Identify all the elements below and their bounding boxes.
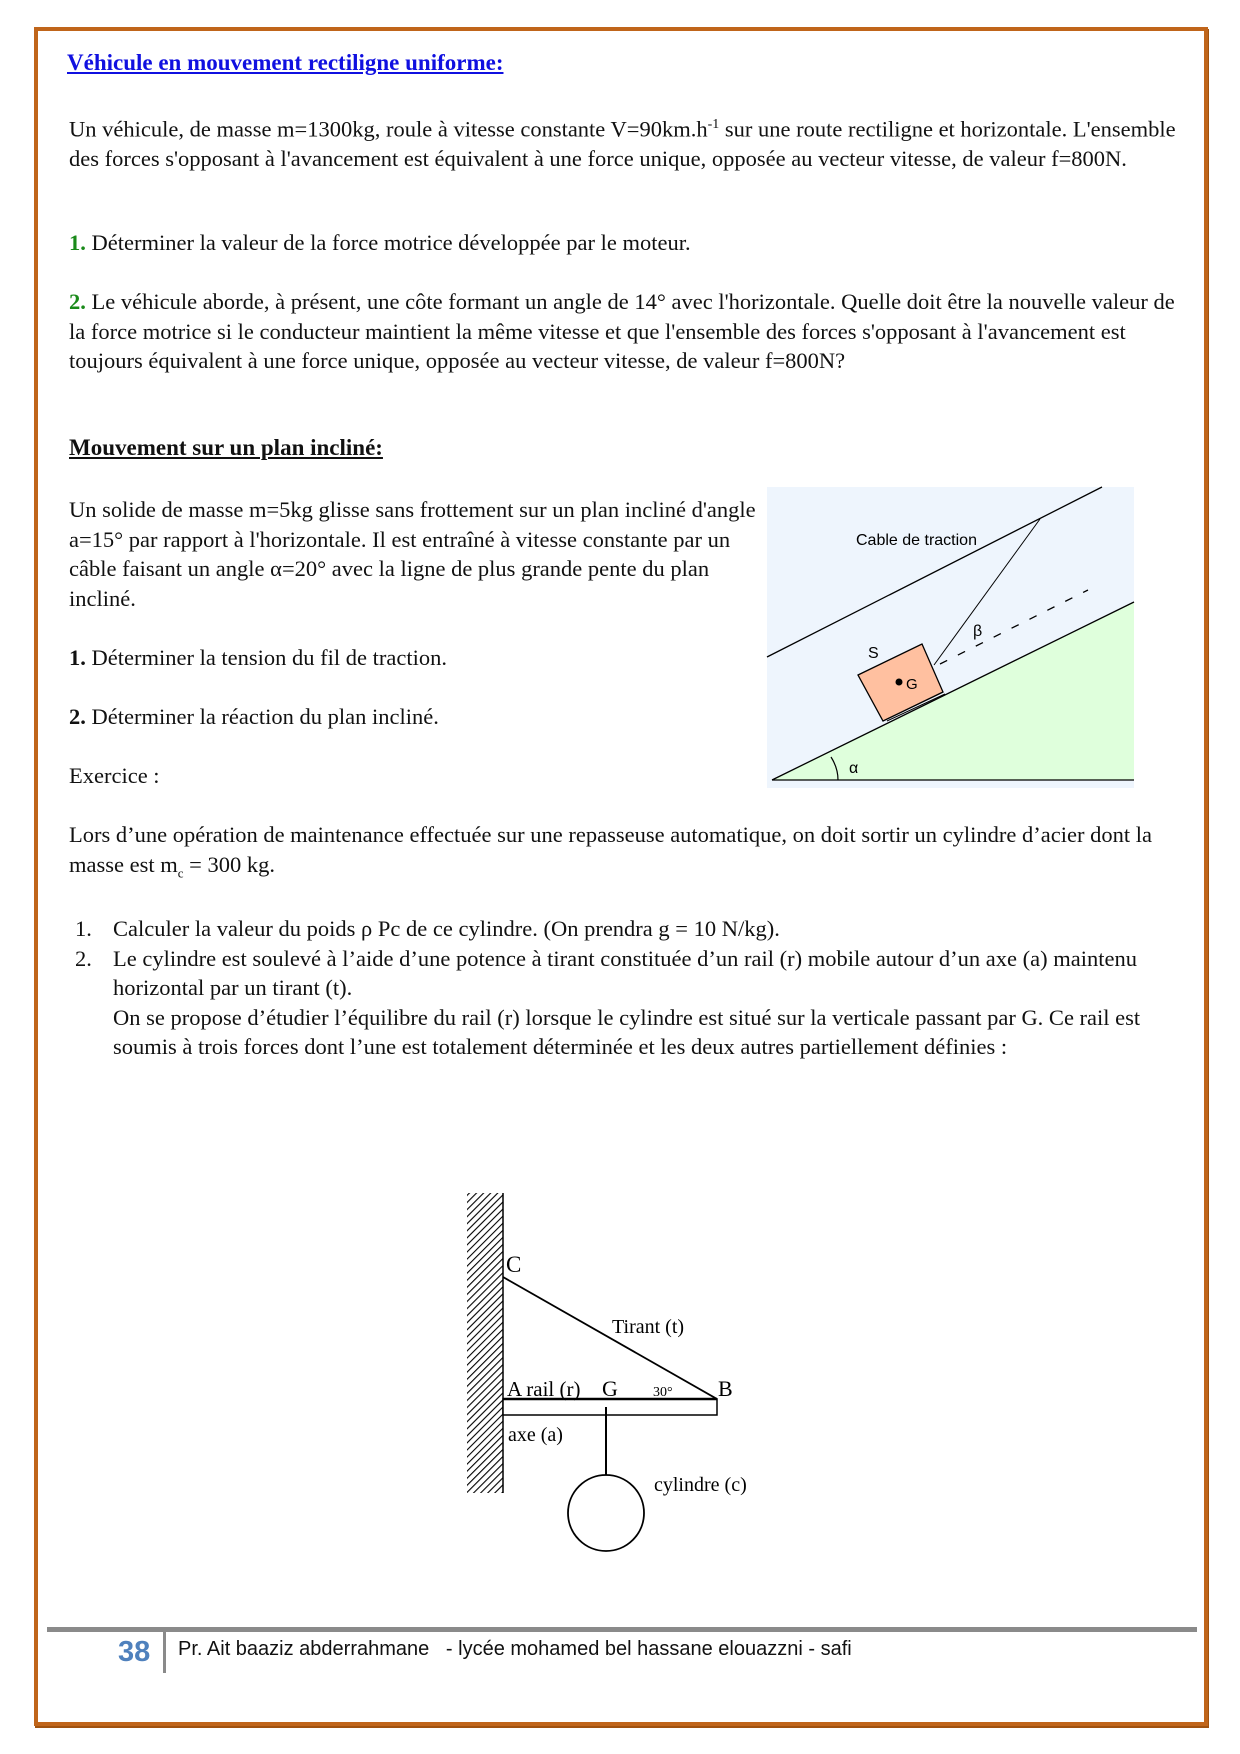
rail-label: A rail (r): [507, 1377, 581, 1401]
section-title-vehicle: Véhicule en mouvement rectiligne uniforme:: [67, 50, 504, 75]
intro-text: Un véhicule, de masse m=1300kg, roule à vitesse constante V=90km.h: [69, 116, 708, 142]
question-text: Déterminer la tension du fil de traction.: [85, 645, 448, 670]
solid-label: S: [868, 645, 879, 662]
exercice-label: Exercice :: [69, 763, 160, 788]
point-g-label: G: [602, 1376, 618, 1401]
item-text: Calculer la valeur du poids ρ Pc de ce cylindre. (On prendra g = 10 N/kg).: [113, 916, 780, 941]
footer-divider: [47, 1627, 1197, 1632]
angle-label: 30°: [653, 1385, 673, 1400]
question-number: 2.: [69, 704, 86, 729]
page-number: 38: [118, 1636, 151, 1668]
question-number: 2.: [69, 289, 86, 314]
center-label: G: [906, 676, 918, 693]
point-c-label: C: [506, 1252, 522, 1277]
rail: [503, 1399, 717, 1415]
cylinder-label: cylindre (c): [654, 1474, 747, 1496]
incline-intro: Un solide de masse m=5kg glisse sans frottement sur un plan incliné d'angle a=15° par rapport à l'horizontale. Il est entraîné à vitesse constante par un câble faisant un angle α=20° avec la ligne de plus grande pente du plan incliné.: [69, 497, 756, 611]
point-b-label: B: [718, 1376, 733, 1401]
exponent: -1: [707, 117, 720, 132]
cable-label: Cable de traction: [856, 532, 977, 549]
question-text: Déterminer la réaction du plan incliné.: [85, 704, 439, 729]
beta-label: β: [973, 623, 983, 640]
question-text: Déterminer la valeur de la force motrice développée par le moteur.: [85, 230, 691, 255]
question-text: Le véhicule aborde, à présent, une côte formant un angle de 14° avec l'horizontale. Quelle doit être la nouvelle valeur de la force motrice si le conducteur maintient la même vitesse et que l'ensemble des forces s'opposant à l'avancement est toujours équivalent à une force unique, opposée au vecteur vitesse, de valeur f=800N?: [69, 289, 1175, 374]
footer-author: Pr. Ait baaziz abderrahmane - lycée mohamed bel hassane elouazzni - safi: [178, 1638, 852, 1660]
subscript: c: [177, 865, 184, 881]
footer-separator: [163, 1630, 166, 1673]
axe-label: axe (a): [508, 1424, 563, 1446]
cylinder-circle: [568, 1475, 644, 1551]
item-text: Le cylindre est soulevé à l’aide d’une potence à tirant constituée d’un rail (r) mobile autour d’un axe (a) maintenu horizontal par un tirant (t).: [113, 945, 1137, 1001]
item-text-continued: On se propose d’étudier l’équilibre du rail (r) lorsque le cylindre est situé sur la verticale passant par G. Ce rail est soumis à trois forces dont l’une est totalement déterminée et les deux autres partiellement définies :: [113, 1004, 1141, 1060]
item-number: 2.: [75, 945, 92, 971]
tirant-label: Tirant (t): [612, 1316, 685, 1338]
intro-text-rest: sur une route rectiligne et horizontale. L'ensemble des forces s'opposant à l'avancement est équivalent à une force unique, opposée au vecteur vitesse, de valeur f=800N.: [69, 116, 1176, 172]
wall-hatching: [467, 1193, 503, 1493]
intro-text: Lors d’une opération de maintenance effectuée sur une repasseuse automatique, on doit sortir un cylindre d’acier dont la masse est m: [69, 822, 1152, 877]
question-number: 1.: [69, 645, 86, 670]
alpha-label: α: [849, 760, 859, 777]
question-number: 1.: [69, 230, 86, 255]
item-number: 1.: [75, 916, 92, 941]
section-title-incline: Mouvement sur un plan incliné:: [69, 435, 383, 460]
intro-text-rest: = 300 kg.: [183, 851, 275, 877]
